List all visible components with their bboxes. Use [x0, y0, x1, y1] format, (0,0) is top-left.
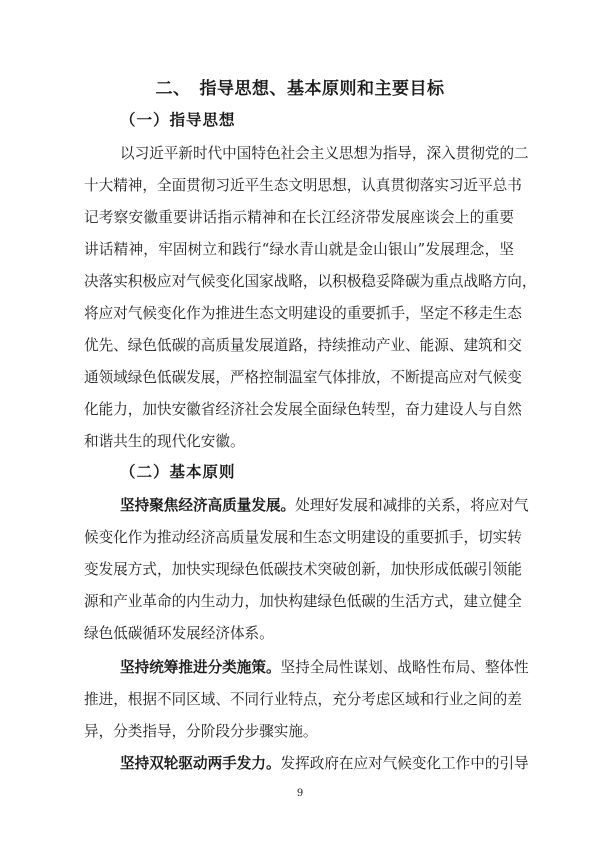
page-number: 9: [296, 788, 304, 799]
principle-text: 坚持全局性谋划、战略性布局、整体性: [280, 659, 529, 676]
paragraph-line: 记考察安徽重要讲话指示精神和在长江经济带发展座谈会上的重要: [84, 209, 514, 226]
principle-heading: 坚持双轮驱动两手发力。: [120, 755, 281, 772]
paragraph-line: 源和产业革命的内生动力，加快构建绿色低碳的生活方式，建立健全: [84, 593, 522, 610]
subsection-heading-guiding-ideology: （一）指导思想: [120, 111, 236, 129]
paragraph-line: 候变化作为推动经济高质量发展和生态文明建设的重要抓手，切实转: [84, 529, 522, 546]
section-title: 二、 指导思想、基本原则和主要目标: [155, 79, 445, 99]
paragraph-line: 决落实积极应对气候变化国家战略，以积极稳妥降碳为重点战略方向，: [84, 273, 537, 290]
paragraph-line: 讲话精神，牢固树立和践行“绿水青山就是金山银山”发展理念，坚: [84, 241, 514, 258]
principle-heading: 坚持聚焦经济高质量发展。: [120, 497, 296, 514]
principle-heading: 坚持统筹推进分类施策。: [120, 659, 281, 676]
paragraph-line: 十大精神，全面贯彻习近平生态文明思想，认真贯彻落实习近平总书: [84, 177, 522, 194]
paragraph-line: 优先、绿色低碳的高质量发展道路，持续推动产业、能源、建筑和交: [84, 337, 522, 354]
principle-text: 处理好发展和减排的关系，将应对气: [295, 497, 529, 514]
paragraph-line: 化能力，加快安徽省经济社会发展全面绿色转型，奋力建设人与自然: [84, 401, 522, 418]
paragraph-line: 推进，根据不同区域、不同行业特点，充分考虑区域和行业之间的差: [84, 691, 522, 708]
paragraph-line: 变发展方式，加快实现绿色低碳技术突破创新，加快形成低碳引领能: [84, 561, 522, 578]
subsection-heading-basic-principles: （二）基本原则: [120, 463, 236, 481]
paragraph-line: 绿色低碳循环发展经济体系。: [84, 625, 274, 642]
paragraph-line: 异，分类指导，分阶段分步骤实施。: [84, 723, 318, 740]
paragraph-line: 和谐共生的现代化安徽。: [84, 433, 245, 450]
paragraph-line: 通领域绿色低碳发展，严格控制温室气体排放，不断提高应对气候变: [84, 369, 522, 386]
paragraph-line: 将应对气候变化作为推进生态文明建设的重要抓手，坚定不移走生态: [84, 305, 522, 322]
paragraph-line: 以习近平新时代中国特色社会主义思想为指导，深入贯彻党的二: [120, 145, 529, 162]
principle-text: 发挥政府在应对气候变化工作中的引导: [280, 755, 529, 772]
principle-first-line: [120, 494, 529, 515]
principle-first-line: [120, 656, 529, 677]
principle-first-line: [120, 752, 529, 773]
